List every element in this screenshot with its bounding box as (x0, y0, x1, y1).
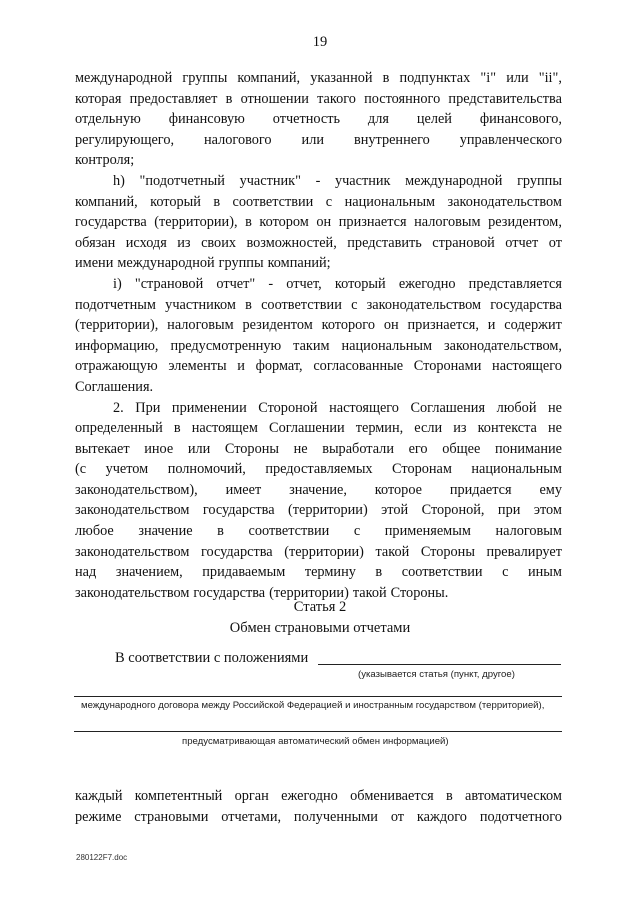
text-line: законодательством), имеет значение, которое придается ему (75, 481, 562, 498)
form-blank-line-3 (74, 731, 562, 732)
article-title: Обмен страновыми отчетами (229, 620, 411, 636)
text-line: международной группы компаний, указанной в подпунктах "i" или "ii", (75, 70, 562, 86)
form-lead-text: В соответствии с положениями (115, 650, 309, 666)
text-line: имени международной группы компаний; (75, 255, 331, 272)
text-line: отражающую элементы и формат, согласованные Сторонами настоящего (75, 358, 562, 375)
text-line: вытекает иное или Стороны не выработали его общее понимание (75, 440, 562, 457)
article-number: Статья 2 (293, 599, 347, 615)
form-hint-article: (указывается статья (пункт, другое) (358, 669, 515, 680)
paragraph (75, 68, 562, 171)
form-blank-line-2 (74, 696, 562, 697)
text-line: определенный в настоящем Соглашении термин, если из контекста не (75, 420, 562, 437)
text-line: информацию, предусмотренную таким национальным законодательством, (75, 337, 562, 354)
text-line: режиме страновыми отчетами, полученными от каждого подотчетного (75, 808, 562, 825)
paragraph (75, 274, 562, 398)
text-line: обязан исходя из своих возможностей, представить страновой отчет от (75, 234, 562, 251)
page-number: 19 (312, 34, 328, 50)
text-line: h) "подотчетный участник" - участник международной группы (113, 172, 562, 189)
text-line: Соглашения. (75, 378, 154, 395)
footer-file-code: 280122F7.doc (76, 853, 128, 862)
text-line: которая предоставляет в отношении такого постоянного представительства (75, 90, 562, 107)
continuation-text (75, 786, 562, 827)
text-line: регулирующего, налогового или внутреннего управленческого (75, 131, 562, 148)
text-line: отдельную финансовую отчетность для целей финансового, (75, 111, 562, 128)
form-hint-exchange: предусматривающая автоматический обмен информацией) (182, 736, 449, 747)
text-line: законодательством государства (территории) этой Стороной, при этом (75, 502, 562, 519)
body-text (75, 68, 562, 603)
text-line: законодательством государства (территории) такой Стороны. (75, 584, 449, 601)
text-line: 2. При применении Стороной настоящего Соглашения любой не (113, 399, 562, 416)
text-line: (территории), налоговым резидентом которого он признается, и содержит (75, 317, 562, 334)
text-line: над значением, придаваемым термину в соответствии с иным (75, 564, 562, 581)
text-line: (с учетом полномочий, предоставляемых Сторонам национальным (75, 461, 562, 478)
text-line: государства (территории), в котором он признается налоговым резидентом, (75, 214, 562, 231)
text-line: i) "страновой отчет" - отчет, который ежегодно представляется (113, 275, 562, 292)
text-line: каждый компетентный орган ежегодно обменивается в автоматическом (75, 788, 562, 804)
form-blank-line (318, 664, 561, 665)
text-line: любое значение в соответствии с применяемым налоговым (75, 523, 562, 540)
text-line: компаний, который в соответствии с национальным законодательством (75, 193, 562, 210)
form-hint-treaty: международного договора между Российской Федерацией и иностранным государством (территорией), (81, 700, 545, 711)
text-line: законодательством государства (территории) такой Стороны превалирует (75, 543, 562, 560)
text-line: контроля; (75, 152, 135, 169)
text-line: подотчетным участником в соответствии с законодательством государства (75, 296, 562, 313)
paragraph (75, 398, 562, 604)
paragraph (75, 171, 562, 274)
